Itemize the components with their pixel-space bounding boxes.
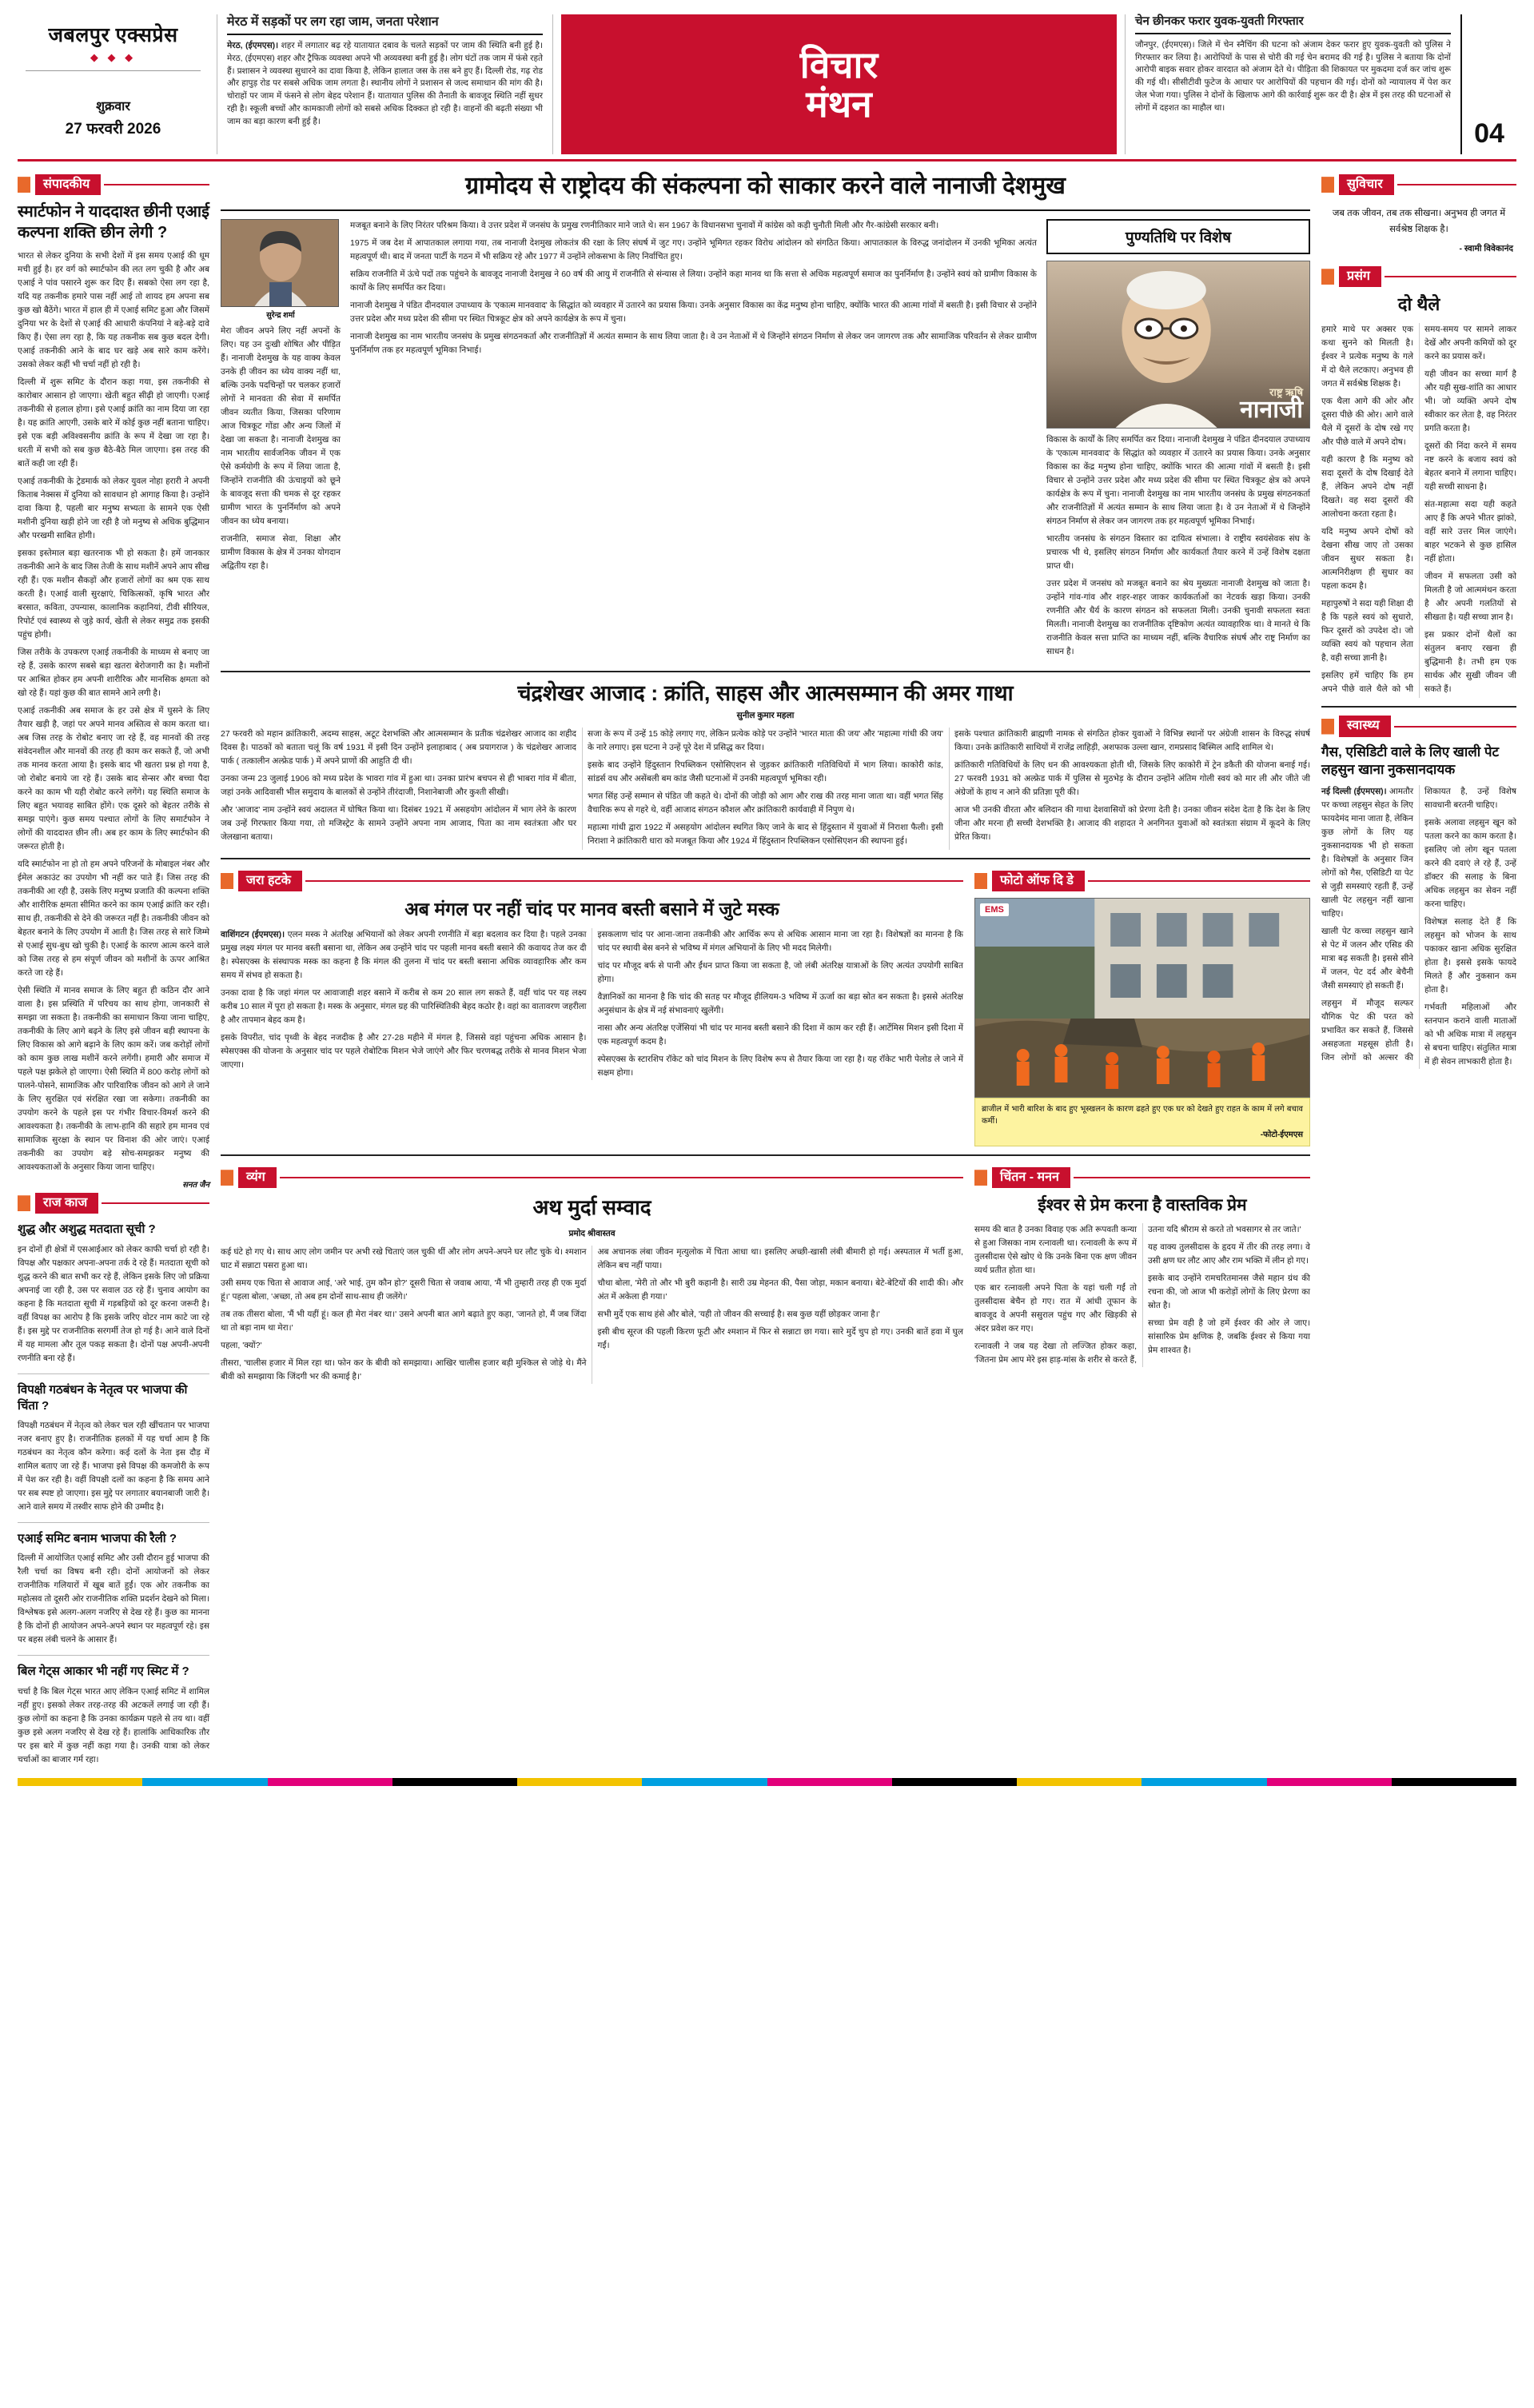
section-rule [102, 1202, 209, 1204]
swasthya-body [1321, 785, 1516, 1069]
prasang-para: यदि मनुष्य अपने दोषों को देखना सीख जाए तो उसका जीवन सुधर सकता है। आत्मनिरीक्षण ही सुधार का पहला कदम है। [1321, 526, 1413, 591]
article2-para: भगत सिंह उन्हें सम्मान से पंडित जी कहते थे। दोनों की जोड़ी को आग और राख की तरह माना जाता था। वहीं भगत सिंह वैचारिक रूप से गहरे थे, वहीं आजाद संगठन कौशल और क्रांतिकारी कार्यवाही में निपुण थे। [588, 791, 943, 815]
chintan-body [974, 1223, 1310, 1367]
zara-hatke-body [221, 928, 963, 1080]
chintan-block [974, 1164, 1310, 1384]
masthead-title-line2: मंथन [806, 82, 872, 125]
middle-column [221, 171, 1310, 1767]
divider [26, 70, 201, 71]
rajkaj-item-body: इन दोनों ही क्षेत्रों में एसआईआर को लेकर काफी चर्चा हो रही है। विपक्ष और पक्षकार अपना-अपना तर्क दे रहे हैं। मतदाता सूची को शुद्ध करने की बात सभी कर रहे हैं, लेकिन इसके लिए जो प्रक्रिया अपनाई जा रही है, उस पर सवाल उठ रहे हैं। चुनाव आयोग का कहना है कि मतदाता सूची में गड़बड़ियों को दूर करना जरूरी है। वहीं विपक्ष का आरोप है कि इसके जरिए वोटर नाम काटे जा रहे हैं। इस मुद्दे पर राजनीतिक सरगर्मी तेज हो गई है। आने वाले दिनों में यह मामला और तूल पकड़ सकता है। दोनों पक्ष अपनी-अपनी रणनीति बना रहे हैं। [18, 1244, 209, 1363]
divider [1321, 706, 1516, 708]
landslide-rescue-icon [975, 899, 1309, 1098]
lead-para: सक्रिय राजनीति में ऊंचे पदों तक पहुंचने के बावजूद नानाजी देशमुख ने 60 वर्ष की आयु में राजनीति से संन्यास ले लिया। उन्होंने कहा मानव था कि सत्ता से अधिक महत्वपूर्ण समाज का पुनर्निर्माण है। उन्होंने स्वयं को ग्रामीण विकास के कार्यों के लिए समर्पित कर दिया। [350, 269, 1037, 293]
lead-story-body [221, 219, 1310, 663]
section-flag-icon [974, 873, 987, 889]
masthead-news-left-dateline: मेरठ, (ईएमएस)। [227, 41, 279, 50]
zara-hatke-block [221, 867, 963, 1146]
editorial-para: एआई तकनीकी के ट्रेडमार्क को लेकर युवल नोहा हरारी ने अपनी किताब नेक्सस में दुनिया को सावधान हो आगाह किया है। उन्होंने दावा किया है, पहली बार मनुष्य सभ्यता के सामने एक ऐसी मशीनी दुनिया खड़ी होने जा रही है जो मनुष्य से अधिक बुद्धिमान और परखमी साबित होगी। [18, 476, 209, 541]
ems-badge: EMS [980, 903, 1009, 916]
section-title-chintan: चिंतन - मनन [992, 1167, 1070, 1188]
section-title-rajkaj: राज काज [35, 1193, 98, 1214]
rajkaj-item [18, 1664, 209, 1766]
prasang-para: जीवन में सफलता उसी को मिलती है जो आत्ममंथन करता है और अपनी गलतियों से सीखता है। यही सच्चा ज्ञान है। [1424, 571, 1516, 622]
color-swatch [642, 1778, 767, 1786]
rajkaj-item-title: बिल गेट्स आकार भी नहीं गए स्मिट में ? [18, 1664, 189, 1679]
article2-para: क्रांतिकारी गतिविधियों के लिए धन की आवश्यकता होती थी, जिसके लिए काकोरी में ट्रेन डकैती की योजना बनाई गई। 27 फरवरी 1931 को अल्फ्रेड पार्क में पुलिस से मुठभेड़ के दौरान उन्होंने अंतिम गोली स्वयं को मार ली और जीते जी अंग्रेजों के हाथ न आने की प्रतिज्ञा पूरी की। [954, 760, 1310, 798]
divider [221, 858, 1310, 859]
swasthya-para: खाली पेट कच्चा लहसुन खाने से पेट में जलन और एसिड की मात्रा बढ़ सकती है। इससे सीने में जलन, पेट दर्द और बेचैनी जैसी समस्याएं हो सकती हैं। [1321, 926, 1413, 991]
editorial-para: भारत से लेकर दुनिया के सभी देशों में इस समय एआई की धूम मची हुई है। हर वर्ग को स्मार्टफोन की लत लग चुकी है और अब एआई ने पांव पसारने शुरू कर दिए हैं। सबको ऐसा लग रहा है, यदि यह तकनीक हमारे पास नहीं आई तो शायद हम अपना सब कुछ खो बैठेंगे। भारत में हाल ही में एआई समिट हुआ और जिसमें दुनिया भर के देशों से एआई की आधारी कंपनियां ने बड़े-बड़े दावे किए हैं। ऐसा लग रहा है, कि यह तकनीक सब कुछ बदल देगी। एआई तकनीकी आने के बाद घर खड़े अब सारे काम करेंगे। उसको लेकर कहीं भी चर्चा नहीं हो रही है। [18, 251, 209, 370]
section-header-zara-hatke [221, 871, 963, 891]
photo-of-day-caption [974, 1098, 1310, 1146]
masthead-title-line1: विचार [799, 44, 879, 86]
author-photo-caption: सुरेन्द्र शर्मा [266, 310, 295, 320]
vyang-title: अथ मुर्दा सम्वाद [532, 1195, 651, 1220]
suvichar-quote [1321, 201, 1516, 263]
nameplate-line2: नानाजी [1240, 397, 1303, 423]
section-header-chintan [974, 1167, 1310, 1188]
editorial-para: ऐसी स्थिति में मानव समाज के लिए बहुत ही कठिन दौर आने वाला है। इस प्रस्थिति में परिचय का साथ होगा, जानकारी से समझा जा सकता है। तकनीकी का समाधान किया जाना चाहिए, तकनीकी के लिए आगे बढ़ने के लिए इसे जीवन बड़ी स्थापना के लिए विकास को आगे बढ़ाने के लिए काम करें। जब करोड़ों लोगों को काम कुछ लाख मशीनें करने लगेंगी। हमारी और समाज में पहले पक्ष झकेले हो जाएगा। ऐसी स्थिति में 800 करोड़ लोगों को पालने-पोसने, सामाजिक और पारिवारिक जीवन को आगे ले जाने के लिए सुरक्षित एवं संरक्षित रखा जा सकेगा। तकनीकी का उपयोग करने के पहले इस पर गंभीर विचार-विमर्श करने की आवश्यकता है। तकनीकी के लाभ-हानि की सहारे हम मानव एवं सामाजिक सुरक्षा के स्थान पर विनाश की ओर जाएं। एआई तकनीकी का उपयोग बड़े सोच-समझकर मनुष्य की आवश्यकताओं के अनुसार किया जाना चाहिए। [18, 986, 209, 1173]
rajkaj-item-title: शुद्ध और अशुद्ध मतदाता सूची ? [18, 1222, 156, 1237]
divider [221, 671, 1310, 672]
color-swatch [767, 1778, 892, 1786]
vyang-para: इसी बीच सूरज की पहली किरण फूटी और श्मशान में फिर से सन्नाटा छा गया। सारे मुर्दे चुप हो गए। उनकी बातें हवा में घुल गईं। [597, 1327, 963, 1351]
zara-hatke-para: इसकलाण चांद पर आना-जाना तकनीकी और आर्थिक रूप से अधिक आसान माना जा रहा है। विशेषज्ञों का मानना है कि चांद पर स्थायी बेस बनने से भविष्य में मंगल अभियानों के लिए भी मदद मिलेगी। [597, 930, 963, 953]
article2-para: और 'आजाद' नाम उन्होंने स्वयं अदालत में घोषित किया था। दिसंबर 1921 में असहयोग आंदोलन में भाग लेने के कारण जब उन्हें गिरफ्तार किया गया, तो मजिस्ट्रेट के सामने उन्होंने अपना नाम आजाद, पिता का नाम स्वतंत्रता और घर जेलखाना बताया। [221, 805, 576, 843]
section-header-suvichar [1321, 174, 1516, 195]
color-swatch [392, 1778, 517, 1786]
rajkaj-item [18, 1382, 209, 1515]
editorial-para: यदि स्मार्टफोन ना हो तो हम अपने परिजनों के मोबाइल नंबर और ईमेल अकाउंट का उपयोग भी नहीं कर पाते हैं। जिस तरह की तकनीकी आ रही है, उसके लिए मनुष्य प्रजाति की कल्पना शक्ति और शारीरिक क्षमता सीमित करने का काम एआई क्रांति कर रही। साथ ही, तकनीकी से देने की जरूरत नहीं है। तकनीकी जीवन को बेहतर बनाने के लिए उपयोग में आती है। जिस तरह से सारे जिम्मे से एआई सुध-बुध खो चुकी है। एआई के कारण आत्म करने वाले को जिस तरह से हम संपूर्ण जीवन को मशीनों के ऊपर आश्रित करते जा रहे हैं। [18, 859, 209, 979]
zara-hatke-para: एलन मस्क ने अंतरिक्ष अभियानों को लेकर अपनी रणनीति में बड़ा बदलाव कर दिया है। पहले उनका प्रमुख लक्ष्य मंगल पर मानव बस्ती बसाना था, लेकिन अब उन्होंने चांद पर पहली मानव बस्ती बसाने की कवायद तेज कर दी है। स्पेसएक्स के संस्थापक मस्क का कहना है कि मंगल की तुलना में चांद पर बस्ती बसाना अधिक व्यावहारिक और कम समय में संभव हो सकता है। [221, 930, 587, 980]
rajkaj-item-body: दिल्ली में आयोजित एआई समिट और उसी दौरान हुई भाजपा की रैली चर्चा का विषय बनी रही। दोनों आयोजनों को लेकर राजनीतिक गलियारों में खूब बातें हुईं। एक ओर तकनीक का महोत्सव तो दूसरी ओर राजनीतिक शक्ति प्रदर्शन देखने को मिला। विश्लेषक इसे अलग-अलग नजरिए से देख रहे हैं। कुछ का मानना है कि दोनों ही आयोजन अपने-अपने स्थान पर महत्वपूर्ण रहे। इस पर बहस लंबी चलने के आसार हैं। [18, 1553, 209, 1645]
editorial-byline: सनत जैन [182, 1181, 209, 1190]
section-title-zara-hatke: जरा हटके [238, 871, 302, 891]
masthead-brand [18, 14, 217, 154]
lead-para: मेरा जीवन अपने लिए नहीं अपनों के लिए। यह उन दुःखी शोषित और पीड़ित हैं। नानाजी देशमुख के यह वाक्य केवल उनके ही जीवन का ध्येय वाक्य नहीं था, बल्कि उनके पदचिन्हों पर चलकर हजारों लोगों ने मानवता की सेवा में समर्पित जीवन व्यतीत किया, जिसका परिणाम आज चित्रकूट गोंडा और अन्य जिलों में देखा जा सकता है। नानाजी देशमुख का नाम भारतीय सार्वजनिक जीवन में एक ऐसे कर्मयोगी के रूप में लिया जाता है, जिन्होंने राजनीति की ऊंचाइयों को छूने के बावजूद सत्ता की चमक से दूर रहकर ग्रामीण भारत के पुनर्निर्माण को अपने जीवन का ध्येय बनाया। [221, 325, 341, 526]
rajkaj-item [18, 1222, 209, 1365]
section-rule [1385, 276, 1516, 277]
vyang-para: कई घंटे हो गए थे। साथ आए लोग जमीन पर अभी रखे चिताएं जल चुकी थीं और लोग अपने-अपने घर लौट चुके थे। श्मशान घाट में सन्नाटा पसरा हुआ था। [221, 1247, 587, 1271]
lead-para: 1975 में जब देश में आपातकाल लगाया गया, तब नानाजी देशमुख लोकतंत्र की रक्षा के लिए संघर्ष में जुट गए। उन्होंने भूमिगत रहकर विरोध आंदोलन को संगठित किया। आपातकाल के विरुद्ध जनांदोलन में उनकी भूमिका अत्यंत महत्वपूर्ण थी। बाद में जनता पार्टी के गठन में भी सक्रिय रहे और 1977 में उन्होंने लोकसभा के लिए निर्वाचित हुए। [350, 237, 1037, 261]
rajkaj-item-title: एआई समिट बनाम भाजपा की रैली ? [18, 1532, 177, 1546]
lead-column-1 [221, 219, 341, 663]
lead-story-title: ग्रामोदय से राष्ट्रोदय की संकल्पना को साकार करने वाले नानाजी देशमुख [221, 171, 1310, 211]
color-swatch [1392, 1778, 1516, 1786]
color-swatch [1017, 1778, 1142, 1786]
nanaji-photo [1046, 261, 1310, 429]
photo-of-day-block [974, 867, 1310, 1146]
article2-title: चंद्रशेखर आजाद : क्रांति, साहस और आत्मसम्मान की अमर गाथा [517, 680, 1014, 705]
zara-hatke-para: उनका दावा है कि जहां मंगल पर आवाजाही शहर बसाने में करीब से कम 20 साल लग सकते हैं, वहीं चांद पर यह लक्ष्य करीब 10 साल में पूरा हो सकता है। मस्क के अनुसार, मंगल ग्रह की पारिस्थितिकी बेहद कठोर है। वहां का वातावरण जहरीला है और तापमान बेहद कम है। [221, 988, 587, 1025]
lead-para: उत्तर प्रदेश में जनसंघ को मजबूत बनाने का श्रेय मुख्यतः नानाजी देशमुख को जाता है। उन्होंने गांव-गांव और शहर-शहर जाकर कार्यकर्ताओं का नेटवर्क खड़ा किया। उनकी रणनीति और धैर्य के कारण संगठन को सफलता मिली। उनकी चुनावी सफलता स्वतः मिलती। नानाजी देशमुख का राजनीतिक दृष्टिकोण अत्यंत व्यावहारिक था। वे मानते थे कि राजनीति केवल सत्ता प्राप्ति का माध्यम नहीं, बल्कि वैचारिक संघर्ष और राष्ट्र निर्माण का साधन है। [1046, 578, 1310, 656]
vyang-body [221, 1246, 963, 1384]
article2-para: सजा के रूप में उन्हें 15 कोड़े लगाए गए, लेकिन प्रत्येक कोड़े पर उन्होंने 'भारत माता की जय' और 'महात्मा गांधी की जय' के नारे लगाए। इस घटना ने उन्हें पूरे देश में प्रसिद्ध कर दिया। [588, 729, 943, 753]
zara-hatke-para: इसके विपरीत, चांद पृथ्वी के बेहद नजदीक है और 27-28 महीने में मंगल है, जिससे वहां पहुंचना अधिक आसान है। स्पेसएक्स की योजना के अनुसार चांद पर पहले रोबोटिक मिशन भेजे जाएंगे और फिर चरणबद्ध तरीके से मानव मिशन भेजा जाएगा। [221, 1033, 587, 1070]
special-badge: पुण्यतिथि पर विशेष [1046, 219, 1310, 254]
zara-hatke-para: स्पेसएक्स के स्टारशिप रॉकेट को चांद मिशन के लिए विशेष रूप से तैयार किया जा रहा है। यह रॉकेट भारी पेलोड ले जाने में सक्षम होगा। [597, 1054, 963, 1078]
publication-day: शुक्रवार [96, 100, 130, 114]
prasang-para: यही कारण है कि मनुष्य को सदा दूसरों के दोष दिखाई देते हैं, लेकिन अपने दोष नहीं दिखते। वह सदा दूसरों की आलोचना करता रहता है। [1321, 454, 1413, 519]
publication-date: 27 फरवरी 2026 [65, 121, 161, 138]
vyang-byline: प्रमोद श्रीवास्तव [568, 1229, 616, 1239]
lead-para: नानाजी देशमुख का नाम भारतीय जनसंघ के प्रमुख संगठनकर्ता और राजनीतिज्ञों में अत्यंत सम्मान के साथ लिया जाता है। वे उन नेताओं में थे जिन्होंने संगठन निर्माण से लेकर जन जागरण तक और सामाजिक परिवर्तन से लेकर ग्रामीण पुनर्निर्माण तक हर महत्वपूर्ण भूमिका निभाई। [350, 331, 1037, 355]
editorial-headline: स्मार्टफोन ने याददाश्त छीनी एआई कल्पना शक्ति छीन लेगी ? [18, 203, 209, 242]
lower-middle-row [221, 867, 1310, 1146]
editorial-para: दिल्ली में शुरू समिट के दौरान कहा गया, इस तकनीकी से कारोबार आसान हो जाएगा। खेती बहुत सीढ़ी हो जाएगी। एआई तकनीकी से हलाल होगा। इसे एआई क्रांति का नाम दिया जा रहा है। यह क्रांति आएगी, उसके बारे में कोई कुछ नहीं बताना चाहिए। इसे एक बड़ी अविश्वसनीय क्रांति के रूप में देखा जा रहा है। धरती में सभी को सब कुछ बैठे-बैठे मिल जाएगा। इस तरह की बातें कही जा रही हैं। [18, 377, 209, 469]
zara-hatke-para: वैज्ञानिकों का मानना है कि चांद की सतह पर मौजूद हीलियम-3 भविष्य में ऊर्जा का बड़ा स्रोत बन सकता है। इससे अंतरिक्ष अनुसंधान के क्षेत्र में नई संभावनाएं खुलेंगी। [597, 992, 963, 1015]
vyang-para: पहला, 'क्यों?' [221, 1341, 262, 1351]
photo-nameplate [1240, 387, 1303, 423]
section-flag-icon [18, 177, 30, 193]
zara-hatke-para: नासा और अन्य अंतरिक्ष एजेंसियां भी चांद पर मानव बस्ती बसाने की दिशा में काम कर रही हैं। आर्टेमिस मिशन इसी दिशा में एक महत्वपूर्ण कदम है। [597, 1023, 963, 1047]
page-number-block [1460, 14, 1516, 154]
section-flag-icon [1321, 177, 1334, 193]
color-swatch [517, 1778, 642, 1786]
divider [18, 1655, 209, 1656]
section-title-editorial: संपादकीय [35, 174, 101, 195]
publication-logo: जबलपुर एक्सप्रेस [48, 24, 178, 46]
suvichar-source: - स्वामी विवेकानंद [1459, 244, 1513, 254]
vyang-para: उसी समय एक चिता से आवाज आई, 'अरे भाई, तुम कौन हो?' दूसरी चिता से जवाब आया, 'मैं भी तुम्हारी तरह ही एक मुर्दा हूं।' पहला बोला, 'अच्छा, तो अब हम दोनों साथ-साथ ही जलेंगे।' [221, 1278, 587, 1302]
chintan-para: इसके बाद उन्होंने रामचरितमानस जैसे महान ग्रंथ की रचना की, जो आज भी करोड़ों लोगों के लिए प्रेरणा का स्रोत है। [1148, 1273, 1310, 1310]
photo-of-day-image [974, 898, 1310, 1098]
swasthya-para: आमतौर पर कच्चा लहसुन सेहत के लिए फायदेमंद माना जाता है, लेकिन कुछ लोगों के लिए यह नुकसानदायक भी हो सकता है। विशेषज्ञों के अनुसार जिन लोगों को गैस, एसिडिटी या पेट से जुड़ी समस्याएं रहती हैं, उन्हें खाली पेट लहसुन नहीं खाना चाहिए। [1321, 786, 1413, 919]
lead-column-3 [1046, 219, 1310, 663]
zara-hatke-para: चांद पर मौजूद बर्फ से पानी और ईंधन प्राप्त किया जा सकता है, जो लंबी अंतरिक्ष यात्राओं के लिए अत्यंत उपयोगी साबित होगा। [597, 961, 963, 984]
prasang-para: हमारे माथे पर अक्सर एक कथा सुनने को मिलती है। ईश्वर ने प्रत्येक मनुष्य के गले में दो थैले लटकाए। अनुभव ही जगत में सर्वश्रेष्ठ शिक्षक है। [1321, 324, 1413, 389]
prasang-para: संत-महात्मा सदा यही कहते आए हैं कि अपने भीतर झांको, वहीं सारे उत्तर मिल जाएंगे। बाहर भटकने से कुछ हासिल नहीं होता। [1424, 499, 1516, 564]
prasang-para: दूसरों की निंदा करने में समय नष्ट करने के बजाय स्वयं को बेहतर बनाने में लगाना चाहिए। यही सच्ची साधना है। [1424, 441, 1516, 492]
section-flag-icon [974, 1170, 987, 1186]
author-portrait-icon [221, 220, 339, 307]
section-header-rajkaj [18, 1193, 209, 1214]
vyang-block [221, 1164, 963, 1384]
section-title-prasang: प्रसंग [1339, 266, 1381, 287]
nameplate-line1: राष्ट्र ऋषि [1269, 386, 1303, 398]
section-title-suvichar: सुविचार [1339, 174, 1394, 195]
lead-para: नानाजी देशमुख ने पंडित दीनदयाल उपाध्याय के 'एकात्म मानववाद' के सिद्धांत को व्यवहार में उतारने का प्रयास किया। उनके अनुसार विकास का केंद्र मनुष्य होना चाहिए, क्योंकि भारत की आत्मा गांवों में बसती है। इसी विचार से उन्होंने उत्तर प्रदेश और मध्य प्रदेश की सीमा पर स्थित चित्रकूट क्षेत्र को अपने कार्यक्षेत्र के रूप में चुना। [350, 300, 1037, 324]
article2-byline: सुनील कुमार महला [736, 711, 795, 721]
rajkaj-item-body: विपक्षी गठबंधन में नेतृत्व को लेकर चल रही खींचतान पर भाजपा नजर बनाए हुए है। राजनीतिक हलकों में यह चर्चा आम है कि गठबंधन का नेतृत्व कौन करेगा। कई दलों के नेता इस दौड़ में शामिल बताए जा रहे हैं। भाजपा इसे विपक्ष की कमजोरी के रूप में पेश कर रही है। वहीं विपक्षी दलों का कहना है कि समय आने पर सब स्पष्ट हो जाएगा। इस मुद्दे पर लगातार बयानबाजी जारी है। आने वाले समय में तस्वीर साफ होने की उम्मीद है। [18, 1421, 209, 1513]
editorial-para: एआई तकनीकी अब समाज के हर उसे क्षेत्र में घुसने के लिए तैयार खड़ी है, जहां पर अपने मानव अस्तित्व से काम करता था। अब जिस तरह के रोबोट बनाए जा रहे हैं, वह मानवों की तरह संवेदनशील और मानवों की तरह ही काम कर सकते हैं, जो अभी तक मानव करता आया है। इसके बाद भी खतरा प्रश्न हो गया है, जो रोबोट बनाये जा रहे हैं। उसके बाद सेन्सर और बच्चा पैदा करने का काम भी यही रोबोट करने लगेंगे। यह स्थिति समाज के लिए बहुत भयावह साबित होंगे। एक दूसरे को बेहतर तरीके से समझ पाएंगे। कुछ समय पश्चात लोगों के लिए समार्टफोन ने लोगों की याददाश्त छीन ली। अब हर काम के लिए स्मार्टफोन की जरूरत होती है। [18, 706, 209, 852]
section-header-photo-of-day [974, 871, 1310, 891]
chintan-para: यह वाक्य तुलसीदास के हृदय में तीर की तरह लगा। वे उसी क्षण घर लौट आए और राम भक्ति में लीन हो गए। [1148, 1242, 1310, 1266]
article2-para: महात्मा गांधी द्वारा 1922 में असहयोग आंदोलन स्थगित किए जाने के बाद से हिंदुस्तान में युवाओं में निराशा फैली। इसी निराशा ने क्रांतिकारी धारा को मजबूत किया और 1924 में हिंदुस्तान रिपब्लिकन एसोसिएशन की स्थापना हुई। [588, 823, 943, 847]
editorial-body [18, 249, 209, 1174]
swasthya-para: लहसुन में मौजूद सल्फर यौगिक पेट की परत को प्रभावित कर सकते हैं, जिससे असहजता महसूस होती है। जिन लोगों को अल्सर की शिकायत है, उन्हें विशेष सावधानी बरतनी चाहिए। [1321, 786, 1516, 1062]
divider [221, 1154, 1310, 1156]
divider [18, 1522, 209, 1523]
article2-para: उनका जन्म 23 जुलाई 1906 को मध्य प्रदेश के भावरा गांव में हुआ था। उनका प्रारंभ बचपन से ही भाबरा गांव में बीता, जहां उनके आदिवासी भील समुदाय के बालकों से उन्होंने तीरंदाजी, निशानेबाजी और कुश्ती सीखी। [221, 774, 576, 798]
chintan-para: सच्चा प्रेम वही है जो हमें ईश्वर की ओर ले जाए। सांसारिक प्रेम क्षणिक है, जबकि ईश्वर से किया गया प्रेम शाश्वत है। [1148, 1318, 1310, 1355]
section-header-vyang [221, 1167, 963, 1188]
rajkaj-item-body: चर्चा है कि बिल गेट्स भारत आए लेकिन एआई समिट में शामिल नहीं हुए। इसको लेकर तरह-तरह की अटकलें लगाई जा रही हैं। कुछ लोगों का कहना है कि उनका कार्यक्रम पहले से तय था। वहीं कुछ इसे अलग नजरिए से देख रहे हैं। हालांकि आधिकारिक तौर पर इस बारे में कुछ नहीं कहा गया है। उनकी यात्रा को लेकर चर्चाओं का बाजार गर्म रहा। [18, 1686, 209, 1764]
prasang-para: इसलिए हमें चाहिए कि हम अपने पीछे वाले थैले को भी समय-समय पर सामने लाकर देखें और अपनी कमियों को दूर करने का प्रयास करें। [1321, 324, 1516, 694]
section-title-vyang: व्यंग [238, 1167, 277, 1188]
color-swatch [892, 1778, 1017, 1786]
editorial-para: इसका इस्तेमाल बड़ा खतरनाक भी हो सकता है। हमें जानकार तकनीकी आने के बाद जिस तेजी के साथ मशीनें अपने आप सीख रही हैं। एक मशीन सैकड़ों और हजारों लोगों का श्रम एक साथ करती है। एआई वाली सुरक्षाएं, चिकित्सकों, कृषि भारत और बरसात, कविता, उपन्यास, कालानिक कहानियां, टीवी सीरियल, रिपोर्ट एवं स्वास्थ्य से जुड़े कार्य, खेती से लेकर समुद्र तक इसकी पहुंच होगी। [18, 548, 209, 640]
color-swatch [1267, 1778, 1392, 1786]
masthead [18, 14, 1516, 161]
section-flag-icon [18, 1195, 30, 1211]
swasthya-para: इसके अलावा लहसुन खून को पतला करने का काम करता है। इसलिए जो लोग खून पतला करने की दवाएं ले रहे हैं, उन्हें डॉक्टर की सलाह के बिना अधिक लहसुन का सेवन नहीं करना चाहिए। [1424, 817, 1516, 909]
chintan-para: रत्नावली ने जब यह देखा तो लज्जित होकर कहा, 'जितना प्रेम आप मेरे इस हाड़-मांस के शरीर से करते हैं, उतना यदि श्रीराम से करते तो भवसागर से तर जाते।' [974, 1224, 1301, 1365]
photo-of-day-credit: -फोटो-ईएमएस [1260, 1130, 1303, 1140]
section-header-editorial [18, 174, 209, 195]
masthead-news-right-headline: चेन छीनकर फरार युवक-युवती गिरफ्तार [1135, 14, 1451, 34]
lead-para: मजबूत बनाने के लिए निरंतर परिश्रम किया। वे उत्तर प्रदेश में जनसंघ के प्रमुख रणनीतिकार माने जाते थे। सन 1967 के विधानसभा चुनावों में कांग्रेस को कड़ी चुनौती मिली और गैर-कांग्रेसी सरकार बनी। [350, 220, 939, 230]
color-registration-bar [18, 1778, 1516, 1786]
prasang-para: एक थैला आगे की ओर और दूसरा पीछे की ओर। आगे वाले थैले में दूसरों के दोष रखे गए और पीछे वाले में अपने दोष। [1321, 396, 1413, 447]
masthead-news-left-headline: मेरठ में सड़कों पर लग रहा जाम, जनता परेशान [227, 14, 543, 35]
masthead-title-block [561, 14, 1117, 154]
suvichar-text: जब तक जीवन, तब तक सीखना। अनुभव ही जगत में सर्वश्रेष्ठ शिक्षक है। [1332, 209, 1506, 234]
section-flag-icon [221, 873, 233, 889]
color-swatch [268, 1778, 392, 1786]
color-swatch [142, 1778, 267, 1786]
right-column [1321, 171, 1516, 1767]
vyang-para: अब अचानक लंबा जीवन मृत्युलोक में चिता आधा था। इसलिए अच्छी-खासी लंबी बीमारी हो गई। अस्पताल में भर्ती हुआ, लेकिन बच नहीं पाया। [597, 1247, 963, 1271]
lead-column-2 [350, 219, 1037, 663]
lead-para: भारतीय जनसंघ के संगठन विस्तार का दायित्व संभाला। वे राष्ट्रीय स्वयंसेवक संघ के प्रचारक भी थे, इसलिए संगठन निर्माण और कार्यकर्ता तैयार करने में उन्हें विशेष दक्षता प्राप्त थी। [1046, 533, 1310, 571]
section-rule [1088, 880, 1310, 882]
rajkaj-item [18, 1531, 209, 1647]
section-rule [1394, 726, 1516, 728]
vyang-para: तीसरा, 'चालीस हजार में मिल रहा था। फोन कर के बीवी को समझाया। आखिर चालीस हजार बड़ी मुश्किल से जोड़े थे। मैंने बीवी को समझाया कि जिंदगी भर की कमाई है।' [221, 1358, 587, 1382]
prasang-title: दो थैले [1397, 294, 1440, 315]
lead-para: विकास के कार्यों के लिए समर्पित कर दिया। नानाजी देशमुख ने पंडित दीनदयाल उपाध्याय के 'एकात्म मानववाद' के सिद्धांत को व्यवहार में उतारने का प्रयास किया। उनके अनुसार विकास का केंद्र मनुष्य होना चाहिए, क्योंकि भारत की आत्मा गांवों में बसती है। इसी विचार से उन्होंने उत्तर प्रदेश और मध्य प्रदेश की सीमा पर स्थित चित्रकूट क्षेत्र को अपने कार्यक्षेत्र के रूप में चुना। नानाजी देशमुख का नाम भारतीय जनसंघ के प्रमुख संगठनकर्ता और राजनीतिज्ञों में अत्यंत सम्मान के साथ लिया जाता है। वे उन नेताओं में थे जिन्होंने संगठन निर्माण से लेकर जन जागरण तक हर महत्वपूर्ण भूमिका निभाई। [1046, 434, 1310, 526]
divider [18, 1373, 209, 1374]
section-rule [280, 1177, 963, 1178]
vyang-para: सभी मुर्दे एक साथ हंसे और बोले, 'यही तो जीवन की सच्चाई है। सब कुछ यहीं छोड़कर जाना है।' [597, 1310, 880, 1320]
zara-hatke-dateline: वाशिंगटन (ईएमएस)। [221, 930, 285, 939]
prasang-body [1321, 323, 1516, 699]
masthead-news-left-body: शहर में लगातार बढ़ रहे यातायात दबाव के चलते सड़कों पर जाम की स्थिति बनी हुई है। मेरठ, (ईएमएस) शहर और ट्रैफिक व्यवस्था अपने भी अव्यवस्था बनी हुई है। लोग घंटों तक जाम में फंसे रहते हैं। प्रशासन ने व्यवस्था सुधारने का दावा किया है, लेकिन हालात जस के तस बने हुए हैं। दिल्ली रोड, गढ़ रोड और हापुड़ रोड पर सबसे अधिक जाम लगता है। स्थानीय लोगों ने प्रशासन से जल्द समाधान की मांग की है। चोराहों पर जाम में फंसने से लोग बेहद परेशान हैं। यातायात पुलिस की तैनाती के बावजूद स्थिति नहीं सुधर रही है। स्कूली बच्चों और कामकाजी लोगों को सबसे अधिक दिक्कत हो रही है। वाहनों की बढ़ती संख्या भी जाम का बड़ा कारण बनी हुई है। [227, 41, 543, 126]
article2-para: आज भी उनकी वीरता और बलिदान की गाथा देशवासियों को प्रेरणा देती है। उनका जीवन संदेश देता है कि देश के लिए जीना और मरना ही सच्ची देशभक्ति है। आजाद की शहादत ने अनगिनत युवाओं को स्वतंत्रता संग्राम में कूदने के लिए प्रेरित किया। [954, 805, 1310, 843]
vyang-para: तब तक तीसरा बोला, 'मैं भी यहीं हूं। कल ही मेरा नंबर था।' उसने अपनी बात आगे बढ़ाते हुए कहा, 'जानते हो, मैं जब जिंदा था तो बड़ा नाम था मेरा।' [221, 1310, 587, 1334]
article2-body [221, 728, 1310, 850]
swasthya-para: गर्भवती महिलाओं और स्तनपान कराने वाली माताओं को भी अधिक मात्रा में लहसुन से बचना चाहिए। संतुलित मात्रा में ही सेवन लाभकारी होता है। [1424, 1002, 1516, 1066]
bottom-middle-row [221, 1164, 1310, 1384]
section-rule [1397, 184, 1516, 185]
prasang-para: इस प्रकार दोनों थैलों का संतुलन बनाए रखना ही बुद्धिमानी है। तभी हम एक सार्थक और सुखी जीवन जी सकते हैं। [1424, 629, 1516, 694]
article2-para: इसके बाद उन्होंने हिंदुस्तान रिपब्लिकन एसोसिएशन से जुड़कर क्रांतिकारी गतिविधियों में भाग लिया। काकोरी कांड, सांडर्स वध और असेंबली बम कांड जैसी घटनाओं में उनकी महत्वपूर्ण भूमिका रही। [588, 760, 943, 784]
prasang-para: महापुरुषों ने सदा यही शिक्षा दी है कि पहले स्वयं को सुधारो, फिर दूसरों को उपदेश दो। जो व्यक्ति स्वयं को पहचान लेता है, वही सच्चा ज्ञानी है। [1321, 598, 1413, 663]
rajkaj-item-title: विपक्षी गठबंधन के नेतृत्व पर भाजपा की चिंता ? [18, 1382, 188, 1413]
color-swatch [18, 1778, 142, 1786]
page-number: 04 [1474, 118, 1504, 149]
swasthya-title: गैस, एसिडिटी वाले के लिए खाली पेट लहसुन खाना नुकसानदायक [1321, 744, 1500, 777]
masthead-news-right [1125, 14, 1460, 154]
content-grid [18, 171, 1516, 1767]
section-flag-icon [221, 1170, 233, 1186]
lead-para: राजनीति, समाज सेवा, शिक्षा और ग्रामीण विकास के क्षेत्र में उनका योगदान अद्वितीय रहा है। [221, 533, 341, 571]
chintan-para: समय की बात है उनका विवाह एक अति रूपवती कन्या से हुआ जिसका नाम रत्नावली था। रत्नावली के रूप में तुलसीदास ऐसे खोए थे कि उनके बिना एक क्षण जीवन व्यर्थ प्रतीत होता था। [974, 1224, 1137, 1275]
editorial-para: जिस तरीके के उपकरण एआई तकनीकी के माध्यम से बनाए जा रहे हैं, उसके कारण सबसे बड़ा खतरा बेरोजगारी का है। मशीनों पर आश्रित होकर हम अपनी शारीरिक और मानसिक क्षमता को खो रहे हैं। यहां कुछ की बात सामने आने लगी है। [18, 648, 209, 699]
section-title-photo-of-day: फोटो ऑफ दि डे [992, 871, 1085, 891]
zara-hatke-title: अब मंगल पर नहीं चांद पर मानव बस्ती बसाने में जुटे मस्क [404, 899, 779, 920]
section-rule [305, 880, 963, 882]
section-header-swasthya [1321, 716, 1516, 736]
section-title-swasthya: स्वास्थ्य [1339, 716, 1391, 736]
masthead-news-left [217, 14, 553, 154]
section-rule [104, 184, 209, 185]
chintan-title: ईश्वर से प्रेम करना है वास्तविक प्रेम [1038, 1196, 1247, 1215]
section-flag-icon [1321, 719, 1334, 735]
left-column [18, 171, 209, 1767]
section-rule [1074, 1177, 1310, 1178]
masthead-news-right-dateline: जौनपुर, (ईएमएस)। [1135, 39, 1195, 50]
chintan-para: एक बार रत्नावली अपने पिता के यहां चली गईं तो तुलसीदास बेचैन हो गए। रात में आंधी तूफान के बावजूद वे अपनी ससुराल पहुंच गए और खिड़की से अंदर प्रवेश कर गए। [974, 1282, 1137, 1334]
diamond-ornament-icon: ◆ ◆ ◆ [90, 51, 137, 63]
color-swatch [1142, 1778, 1266, 1786]
swasthya-para: विशेषज्ञ सलाह देते हैं कि लहसुन को भोजन के साथ पकाकर खाना अधिक सुरक्षित होता है। इससे इसके फायदे मिलते हैं और नुकसान कम होता है। [1424, 916, 1516, 995]
vyang-para: चौथा बोला, 'मेरी तो और भी बुरी कहानी है। सारी उम्र मेहनत की, पैसा जोड़ा, मकान बनाया। बेटे-बेटियों की शादी की। और अंत में अकेला ही गया।' [597, 1278, 963, 1302]
masthead-news-right-body: जिले में चेन स्नैचिंग की घटना को अंजाम देकर फरार हुए युवक-युवती को पुलिस ने गिरफ्तार कर लिया है। आरोपियों के पास से चोरी की गई चेन बरामद की गई है। पुलिस ने बताया कि दोनों आरोपी बाइक सवार होकर वारदात को अंजाम देते थे। पीड़िता की शिकायत पर मुकदमा दर्ज कर जांच शुरू की गई थी। सीसीटीवी फुटेज के आधार पर आरोपियों की पहचान की गई। दोनों को न्यायालय में पेश कर जेल भेजा गया। पुलिस ने दोनों के खिलाफ आगे की कार्रवाई शुरू कर दी है। क्षेत्र में इस तरह की घटनाओं से लोगों में दहशत का माहौल था। [1135, 39, 1452, 113]
article2-para: 27 फरवरी को महान क्रांतिकारी, अदम्य साहस, अटूट देशभक्ति और आत्मसम्मान के प्रतीक चंद्रशेखर आजाद का शहीद दिवस है। पाठकों को बताता चलूं कि वर्ष 1931 में इसी दिन उन्होंने इलाहाबाद ( अब प्रयागराज ) के चंद्रशेखर आजाद पार्क ( तत्कालीन अल्फ्रेड पार्क ) में अपने प्राणों की आहुति दी थी। [221, 729, 576, 767]
author-photo [221, 219, 339, 307]
photo-of-day-caption-text: ब्राजील में भारी बारिश के बाद हुए भूस्खलन के कारण ढहते हुए एक घर को देखते हुए राहत के काम में लगे बचाव कर्मी। [982, 1105, 1303, 1126]
swasthya-dateline: नई दिल्ली (ईएमएस)। [1321, 786, 1387, 796]
section-flag-icon [1321, 269, 1334, 285]
prasang-para: यही जीवन का सच्चा मार्ग है और यही सुख-शांति का आधार भी। जो व्यक्ति अपने दोष स्वीकार कर लेता है, वह निरंतर प्रगति करता है। [1424, 369, 1516, 433]
section-header-prasang [1321, 266, 1516, 287]
article2-para: इसके पश्चात क्रांतिकारी ब्राह्मणी नामक से संगठित होकर युवाओं ने विभिन्न स्थानों पर अंग्रेजी शासन के विरुद्ध संघर्ष किया। उनके क्रांतिकारी साथियों में राजेंद्र लाहिड़ी, अशफाक उल्ला खान, रामप्रसाद बिस्मिल आदि शामिल थे। [954, 729, 1310, 753]
